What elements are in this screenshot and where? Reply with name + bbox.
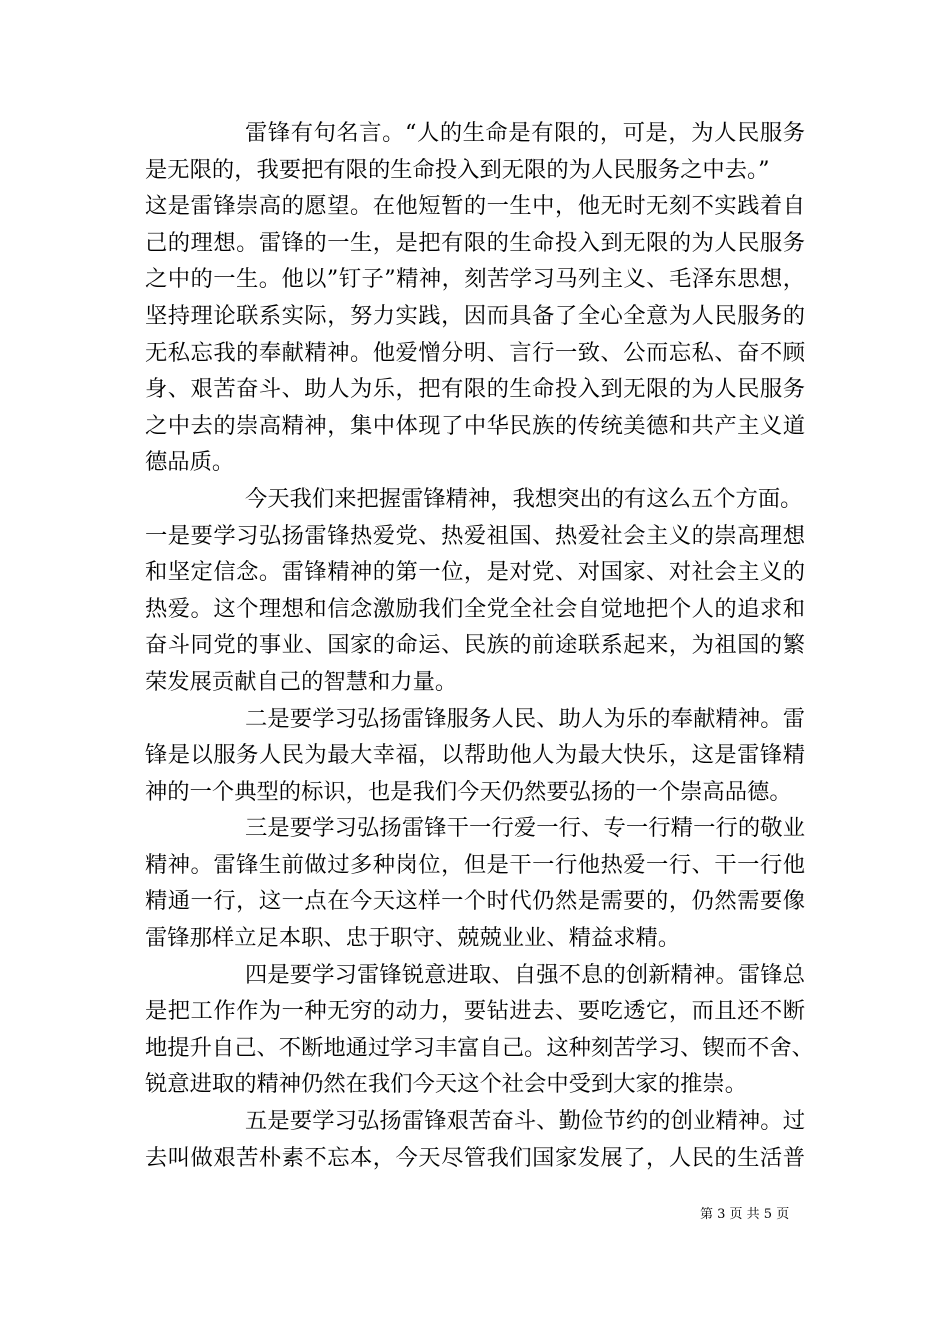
text-line: 雷锋那样立足本职、忠于职守、兢兢业业、精益求精。	[145, 925, 681, 952]
text-line: 锋是以服务人民为最大幸福，以帮助他人为最大快乐，这是雷锋精	[145, 742, 805, 769]
text-line: 之中去的崇高精神，集中体现了中华民族的传统美德和共产主义道	[145, 412, 805, 439]
text-line: 五是要学习弘扬雷锋艰苦奋斗、勤俭节约的创业精神。过	[245, 1108, 805, 1135]
text-line: 奋斗同党的事业、国家的命运、民族的前途联系起来，为祖国的繁	[145, 632, 805, 659]
text-line: 和坚定信念。雷锋精神的第一位，是对党、对国家、对社会主义的	[145, 559, 805, 586]
text-line: 一是要学习弘扬雷锋热爱党、热爱祖国、热爱社会主义的崇高理想	[145, 522, 805, 549]
text-line: 地提升自己、不断地通过学习丰富自己。这种刻苦学习、锲而不舍、	[145, 1034, 814, 1061]
text-line: 精通一行，这一点在今天这样一个时代仍然是需要的，仍然需要像	[145, 888, 805, 915]
text-line: 今天我们来把握雷锋精神，我想突出的有这么五个方面。	[245, 485, 803, 512]
body-text	[145, 115, 814, 1176]
text-line: 二是要学习弘扬雷锋服务人民、助人为乐的奉献精神。雷	[245, 705, 805, 732]
text-line: 三是要学习弘扬雷锋干一行爱一行、专一行精一行的敬业	[245, 815, 805, 842]
text-line: 神的一个典型的标识，也是我们今天仍然要弘扬的一个崇高品德。	[145, 778, 792, 805]
text-line: 精神。雷锋生前做过多种岗位，但是干一行他热爱一行、干一行他	[145, 851, 805, 878]
text-line: 是把工作作为一种无穷的动力，要钻进去、要吃透它，而且还不断	[145, 998, 805, 1025]
text-line: 己的理想。雷锋的一生，是把有限的生命投入到无限的为人民服务	[145, 229, 805, 256]
text-line: 荣发展贡献自己的智慧和力量。	[145, 668, 458, 695]
text-line: 身、艰苦奋斗、助人为乐，把有限的生命投入到无限的为人民服务	[145, 376, 805, 403]
text-line: 锐意进取的精神仍然在我们今天这个社会中受到大家的推崇。	[145, 1071, 748, 1098]
text-line: 坚持理论联系实际，努力实践，因而具备了全心全意为人民服务的	[145, 302, 805, 329]
page-number: 第 3 页 共 5 页	[700, 1207, 790, 1222]
text-line: 这是雷锋崇高的愿望。在他短暂的一生中，他无时无刻不实践着自	[145, 193, 805, 220]
text-line: 雷锋有句名言。“人的生命是有限的，可是，为人民服务	[245, 120, 805, 146]
text-line: 之中的一生。他以”钉子”精神，刻苦学习马列主义、毛泽东思想，	[145, 266, 805, 293]
text-line: 是无限的，我要把有限的生命投入到无限的为人民服务之中去。”	[145, 156, 770, 183]
text-line: 去叫做艰苦朴素不忘本，今天尽管我们国家发展了，人民的生活普	[145, 1144, 805, 1171]
text-line: 无私忘我的奉献精神。他爱憎分明、言行一致、公而忘私、奋不顾	[145, 339, 805, 366]
text-line: 四是要学习雷锋锐意进取、自强不息的创新精神。雷锋总	[245, 961, 805, 988]
text-line: 热爱。这个理想和信念激励我们全党全社会自觉地把个人的追求和	[145, 595, 805, 622]
text-line: 德品质。	[145, 449, 235, 476]
